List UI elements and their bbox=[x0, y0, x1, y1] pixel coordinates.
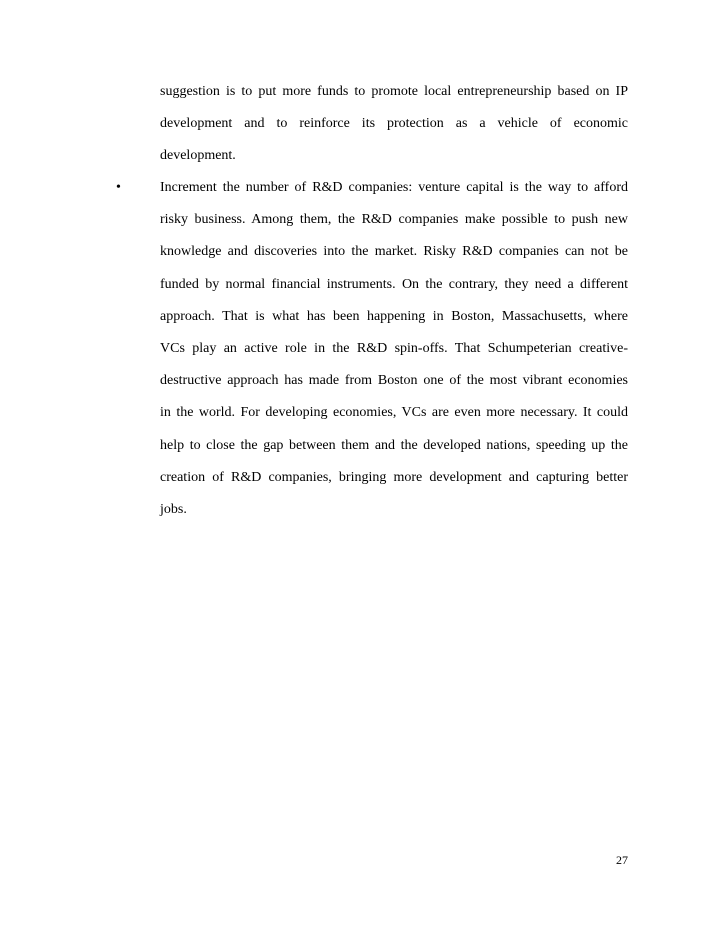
paragraph-line: development. bbox=[160, 148, 236, 164]
paragraph-line: jobs. bbox=[160, 502, 187, 518]
paragraph-line: VCs play an active role in the R&D spin-offs. That Schumpeterian creative- bbox=[160, 341, 628, 357]
paragraph-line: suggestion is to put more funds to promote local entrepreneurship based on IP bbox=[160, 84, 628, 99]
paragraph-line: risky business. Among them, the R&D companies make possible to push new bbox=[160, 212, 628, 228]
paragraph-line: creation of R&D companies, bringing more development and capturing better bbox=[160, 469, 628, 485]
page-number: 27 bbox=[616, 853, 628, 867]
paragraph-line: funded by normal financial instruments. On the contrary, they need a different bbox=[160, 276, 628, 292]
paragraph-line: development and to reinforce its protection as a vehicle of economic bbox=[160, 116, 628, 132]
paragraph-line: help to close the gap between them and the developed nations, speeding up the bbox=[160, 437, 628, 453]
continuation-paragraph bbox=[160, 76, 628, 173]
bullet-paragraph bbox=[160, 172, 628, 526]
paragraph-line: knowledge and discoveries into the market. Risky R&D companies can not be bbox=[160, 244, 628, 260]
paragraph-line: destructive approach has made from Boston one of the most vibrant economies bbox=[160, 373, 628, 389]
paragraph-line: in the world. For developing economies, VCs are even more necessary. It could bbox=[160, 405, 628, 421]
paragraph-line: Increment the number of R&D companies: venture capital is the way to afford bbox=[160, 180, 628, 195]
paragraph-line: approach. That is what has been happening in Boston, Massachusetts, where bbox=[160, 308, 628, 324]
bullet-marker: • bbox=[116, 180, 121, 195]
